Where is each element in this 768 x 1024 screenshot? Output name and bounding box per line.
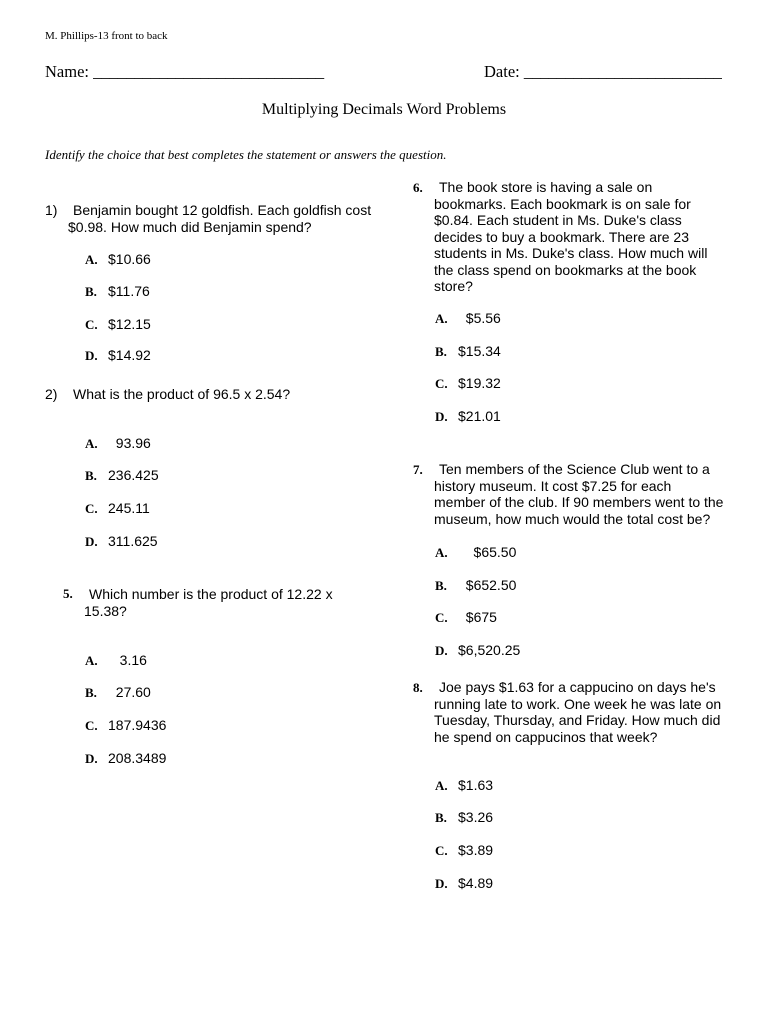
choice-2a[interactable] bbox=[85, 435, 151, 452]
choice-6d[interactable] bbox=[435, 408, 501, 425]
header-note: M. Phillips-13 front to back bbox=[45, 30, 168, 42]
choice-value: $5.56 bbox=[458, 310, 501, 326]
choice-value: 311.625 bbox=[108, 533, 158, 549]
choice-letter: D. bbox=[435, 876, 448, 891]
question-text: Benjamin bought 12 goldfish. Each goldfish cost $0.98. How much did Benjamin spend? bbox=[68, 202, 372, 235]
choice-5b[interactable] bbox=[85, 684, 151, 701]
choice-letter: B. bbox=[435, 810, 447, 825]
choice-5a[interactable] bbox=[85, 652, 147, 669]
choice-7d[interactable] bbox=[435, 642, 520, 659]
question-text: Which number is the product of 12.22 x 15.38? bbox=[84, 586, 333, 619]
choice-letter: A. bbox=[85, 653, 98, 668]
choice-value: $19.32 bbox=[458, 375, 501, 391]
choice-letter: B. bbox=[435, 578, 447, 593]
choice-value: $21.01 bbox=[458, 408, 501, 424]
choice-letter: D. bbox=[85, 348, 98, 363]
choice-value: $14.92 bbox=[108, 347, 151, 363]
choice-2c[interactable] bbox=[85, 500, 150, 517]
question-text: Ten members of the Science Club went to a history museum. It cost $7.25 for each member of the club. If 90 members went to the museum, how much would the total cost be? bbox=[434, 461, 724, 527]
choice-value: 208.3489 bbox=[108, 750, 167, 766]
choice-7b[interactable] bbox=[435, 577, 516, 594]
question-text: The book store is having a sale on bookmarks. Each bookmark is on sale for $0.84. Each student in Ms. Duke's class decides to buy a bookmark. There are 23 students in Ms. Duke's class. How much will the class spend on bookmarks at the book store? bbox=[434, 179, 708, 294]
question-1 bbox=[45, 202, 385, 242]
choice-value: $675 bbox=[458, 609, 497, 625]
question-2 bbox=[45, 386, 385, 406]
choice-8b[interactable] bbox=[435, 809, 493, 826]
choice-7c[interactable] bbox=[435, 609, 497, 626]
choice-2d[interactable] bbox=[85, 533, 158, 550]
question-number: 6. bbox=[413, 180, 423, 195]
question-text: What is the product of 96.5 x 2.54? bbox=[73, 386, 291, 402]
choice-letter: A. bbox=[85, 436, 98, 451]
choice-value: $12.15 bbox=[108, 316, 151, 332]
choice-8d[interactable] bbox=[435, 875, 493, 892]
question-8 bbox=[413, 679, 743, 749]
choice-letter: A. bbox=[435, 778, 448, 793]
question-6 bbox=[413, 179, 733, 297]
choice-2b[interactable] bbox=[85, 467, 159, 484]
choice-value: $652.50 bbox=[458, 577, 517, 593]
choice-letter: D. bbox=[435, 409, 448, 424]
choice-1a[interactable] bbox=[85, 251, 151, 268]
choice-8a[interactable] bbox=[435, 777, 493, 794]
choice-8c[interactable] bbox=[435, 842, 493, 859]
choice-letter: C. bbox=[85, 317, 98, 332]
choice-letter: C. bbox=[435, 376, 448, 391]
choice-1d[interactable] bbox=[85, 347, 151, 364]
choice-7a[interactable] bbox=[435, 544, 516, 561]
page-title: Multiplying Decimals Word Problems bbox=[261, 101, 507, 118]
choice-letter: C. bbox=[85, 501, 98, 516]
choice-letter: A. bbox=[85, 252, 98, 267]
choice-value: 187.9436 bbox=[108, 717, 167, 733]
choice-letter: B. bbox=[85, 468, 97, 483]
choice-letter: A. bbox=[435, 545, 448, 560]
choice-letter: C. bbox=[435, 843, 448, 858]
choice-letter: C. bbox=[435, 610, 448, 625]
question-7 bbox=[413, 461, 743, 531]
choice-value: $6,520.25 bbox=[458, 642, 521, 658]
choice-value: $3.26 bbox=[458, 809, 494, 825]
choice-letter: A. bbox=[435, 311, 448, 326]
question-number: 1) bbox=[45, 202, 58, 218]
instructions: Identify the choice that best completes the statement or answers the question. bbox=[45, 147, 447, 162]
choice-value: 27.60 bbox=[108, 684, 151, 700]
choice-5d[interactable] bbox=[85, 750, 166, 767]
question-number: 5. bbox=[63, 586, 73, 601]
choice-6a[interactable] bbox=[435, 310, 501, 327]
choice-value: $1.63 bbox=[458, 777, 494, 793]
choice-letter: D. bbox=[85, 751, 98, 766]
choice-value: 3.16 bbox=[108, 652, 147, 668]
choice-value: $3.89 bbox=[458, 842, 494, 858]
choice-value: $4.89 bbox=[458, 875, 494, 891]
choice-letter: B. bbox=[435, 344, 447, 359]
date-field[interactable]: Date: ________________________ bbox=[484, 62, 722, 81]
question-number: 2) bbox=[45, 386, 58, 402]
choice-letter: D. bbox=[85, 534, 98, 549]
choice-value: $10.66 bbox=[108, 251, 151, 267]
choice-1c[interactable] bbox=[85, 316, 151, 333]
question-number: 8. bbox=[413, 680, 423, 695]
choice-value: $15.34 bbox=[458, 343, 501, 359]
choice-1b[interactable] bbox=[85, 283, 150, 300]
choice-value: $65.50 bbox=[458, 544, 517, 560]
choice-letter: B. bbox=[85, 685, 97, 700]
question-5 bbox=[63, 586, 363, 626]
choice-value: 236.425 bbox=[108, 467, 159, 483]
name-field[interactable]: Name: ____________________________ bbox=[45, 62, 325, 81]
choice-5c[interactable] bbox=[85, 717, 166, 734]
choice-value: $11.76 bbox=[108, 283, 150, 299]
choice-value: 93.96 bbox=[108, 435, 151, 451]
choice-6c[interactable] bbox=[435, 375, 501, 392]
choice-letter: D. bbox=[435, 643, 448, 658]
choice-value: 245.11 bbox=[108, 500, 150, 516]
question-text: Joe pays $1.63 for a cappucino on days he's running late to work. One week he was late on Tuesday, Thursday, and Friday. How much did he spend on cappucinos that week? bbox=[434, 679, 722, 745]
choice-letter: C. bbox=[85, 718, 98, 733]
choice-6b[interactable] bbox=[435, 343, 501, 360]
question-number: 7. bbox=[413, 462, 423, 477]
choice-letter: B. bbox=[85, 284, 97, 299]
